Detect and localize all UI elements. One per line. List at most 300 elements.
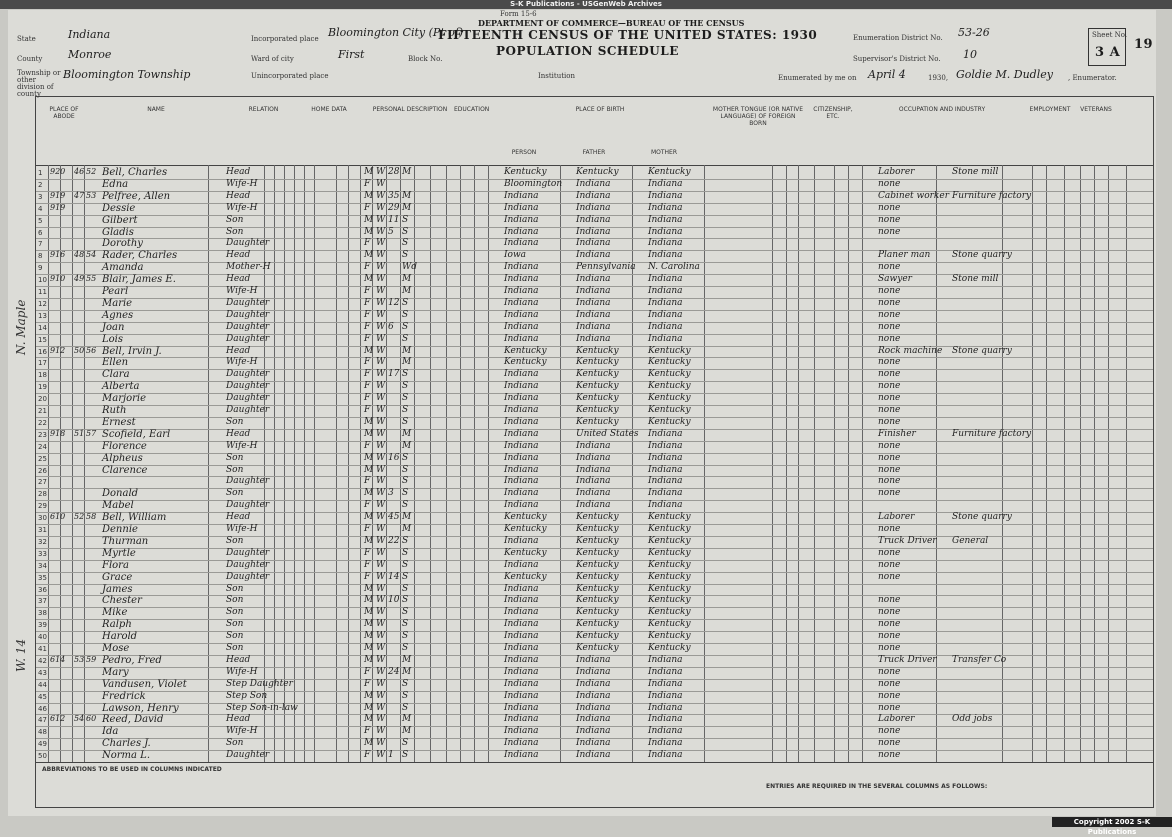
cell-ms: M bbox=[402, 440, 412, 451]
cell-sex: M bbox=[364, 595, 374, 606]
cell-bp: Bloomington bbox=[504, 178, 563, 189]
cell-name: Edna bbox=[102, 178, 129, 190]
cell-race: W bbox=[376, 750, 386, 761]
column-divider bbox=[386, 165, 387, 762]
cell-age: 24 bbox=[388, 666, 400, 677]
cell-sex: F bbox=[364, 309, 371, 320]
row-number: 48 bbox=[38, 728, 47, 737]
cell-sex: F bbox=[364, 726, 371, 737]
cell-ms: S bbox=[402, 393, 409, 404]
cell-mb: Indiana bbox=[648, 178, 683, 189]
cell-age: 29 bbox=[388, 202, 400, 213]
row-number: 47 bbox=[38, 716, 47, 725]
instructions-footer bbox=[35, 762, 1154, 808]
cell-name: Ida bbox=[102, 726, 119, 738]
cell-name: Bell, Charles bbox=[102, 167, 168, 178]
state-value: Indiana bbox=[68, 28, 111, 41]
cell-bp: Indiana bbox=[504, 286, 539, 296]
cell-name: Rader, Charles bbox=[102, 250, 178, 262]
cell-mb: Kentucky bbox=[648, 547, 691, 558]
row-number: 41 bbox=[38, 645, 47, 653]
cell-fb: Indiana bbox=[576, 488, 611, 499]
cell-sex: F bbox=[364, 381, 371, 392]
cell-rel: Daughter bbox=[226, 559, 270, 570]
cell-race: W bbox=[376, 214, 386, 225]
cell-age: 5 bbox=[388, 226, 394, 237]
cell-mb: Indiana bbox=[648, 428, 683, 439]
cell-race: W bbox=[376, 297, 386, 308]
cell-ind: General bbox=[952, 535, 989, 546]
cell-bp: Indiana bbox=[504, 690, 539, 701]
column-divider bbox=[1126, 165, 1127, 762]
cell-ms: M bbox=[402, 274, 412, 285]
cell-bp: Indiana bbox=[504, 369, 539, 380]
cell-fb: Indiana bbox=[576, 309, 611, 320]
cell-rel: Head bbox=[226, 345, 251, 356]
cell-name: Myrtle bbox=[102, 547, 136, 559]
township-label: Township or other division of county bbox=[17, 69, 61, 98]
column-divider bbox=[430, 165, 431, 762]
cell-fb: Kentucky bbox=[576, 512, 619, 523]
cell-fb: Indiana bbox=[576, 226, 611, 237]
row-number: 23 bbox=[38, 430, 47, 439]
cell-race: W bbox=[376, 607, 386, 618]
cell-name: Thurman bbox=[102, 535, 149, 547]
cell-name: Charles J. bbox=[102, 738, 151, 750]
header-name: NAME bbox=[147, 106, 165, 113]
cell-name: Mike bbox=[102, 607, 128, 619]
cell-race: W bbox=[376, 726, 386, 737]
row-number: 25 bbox=[38, 454, 47, 463]
header-birth-person: PERSON bbox=[511, 149, 537, 156]
cell-race: W bbox=[376, 416, 386, 427]
row-number: 32 bbox=[38, 537, 47, 546]
cell-sex: M bbox=[364, 738, 374, 749]
cell-race: W bbox=[376, 452, 386, 463]
cell-bp: Indiana bbox=[504, 583, 539, 594]
cell-ms: S bbox=[402, 559, 409, 570]
header-occupation: OCCUPATION AND INDUSTRY bbox=[898, 106, 986, 113]
cell-name: Ralph bbox=[102, 619, 132, 631]
cell-mb: Indiana bbox=[648, 452, 683, 463]
township-value: Bloomington Township bbox=[63, 68, 191, 81]
cell-sex: M bbox=[364, 690, 374, 701]
cell-occ: none bbox=[878, 547, 901, 558]
column-divider bbox=[834, 165, 835, 762]
header-relation: RELATION bbox=[248, 106, 279, 113]
cell-name: Blair, James E. bbox=[102, 274, 176, 286]
cell-house: 919 bbox=[50, 190, 66, 200]
cell-fb: Kentucky bbox=[576, 535, 619, 546]
cell-ind: Odd jobs bbox=[952, 714, 993, 725]
cell-mb: Indiana bbox=[648, 297, 683, 308]
cell-occ: none bbox=[878, 393, 901, 404]
cell-sex: M bbox=[364, 488, 374, 499]
column-divider bbox=[446, 165, 447, 762]
cell-ms: S bbox=[402, 452, 409, 463]
cell-ind: Stone mill bbox=[952, 167, 999, 177]
cell-rel: Daughter bbox=[226, 405, 270, 415]
incorporated-place-label: Incorporated place bbox=[251, 35, 319, 43]
cell-race: W bbox=[376, 440, 386, 451]
cell-occ: none bbox=[878, 333, 901, 344]
cell-name: Clara bbox=[102, 369, 130, 381]
cell-occ: Planer man bbox=[878, 250, 931, 261]
cell-name: Marie bbox=[102, 297, 133, 309]
cell-race: W bbox=[376, 405, 386, 415]
cell-occ: none bbox=[878, 631, 901, 642]
cell-occ: none bbox=[878, 202, 901, 213]
cell-rel: Son bbox=[226, 416, 244, 427]
cell-age: 12 bbox=[388, 297, 400, 308]
cell-rel: Son bbox=[226, 583, 244, 594]
cell-race: W bbox=[376, 631, 386, 642]
cell-sex: F bbox=[364, 262, 371, 273]
row-number: 12 bbox=[38, 299, 47, 308]
cell-rel: Son bbox=[226, 643, 244, 653]
column-divider bbox=[474, 165, 475, 762]
cell-occ: none bbox=[878, 464, 901, 475]
cell-name: Ellen bbox=[102, 357, 129, 369]
cell-ms: S bbox=[402, 535, 409, 546]
cell-ms: S bbox=[402, 678, 409, 689]
column-divider bbox=[264, 165, 265, 762]
year-label: 1930, bbox=[928, 74, 949, 82]
schedule-title: POPULATION SCHEDULE bbox=[496, 44, 679, 58]
cell-ms: S bbox=[402, 381, 409, 392]
cell-fam: 58 bbox=[86, 512, 97, 522]
column-divider bbox=[1108, 165, 1109, 762]
cell-bp: Indiana bbox=[504, 464, 539, 475]
cell-ind: Furniture factory bbox=[952, 428, 1032, 439]
cell-sex: M bbox=[364, 250, 374, 261]
cell-mb: Kentucky bbox=[648, 559, 691, 570]
cell-fb: Kentucky bbox=[576, 595, 619, 606]
row-number: 26 bbox=[38, 466, 47, 475]
cell-sex: M bbox=[364, 428, 374, 439]
row-number: 36 bbox=[38, 585, 47, 594]
cell-fb: Indiana bbox=[576, 202, 611, 213]
cell-mb: Indiana bbox=[648, 226, 683, 237]
cell-occ: none bbox=[878, 524, 901, 534]
cell-fb: Kentucky bbox=[576, 547, 619, 558]
cell-bp: Indiana bbox=[504, 476, 539, 487]
cell-fb: Kentucky bbox=[576, 416, 619, 427]
cell-ms: M bbox=[402, 714, 412, 725]
cell-fb: Indiana bbox=[576, 464, 611, 475]
cell-ms: M bbox=[402, 726, 412, 737]
cell-name: Dennie bbox=[102, 524, 138, 535]
cell-ms: S bbox=[402, 226, 409, 237]
cell-race: W bbox=[376, 226, 386, 237]
cell-fb: Indiana bbox=[576, 321, 611, 332]
entries-heading: ENTRIES ARE REQUIRED IN THE SEVERAL COLUMNS AS FOLLOWS: bbox=[766, 783, 988, 790]
cell-bp: Indiana bbox=[504, 595, 539, 606]
cell-age: 17 bbox=[388, 369, 400, 380]
cell-ms: S bbox=[402, 750, 409, 761]
cell-bp: Indiana bbox=[504, 488, 539, 499]
cell-race: W bbox=[376, 202, 386, 213]
cell-name: Mary bbox=[102, 666, 129, 678]
header-birth-mother: MOTHER bbox=[650, 149, 678, 156]
cell-house: 612 bbox=[50, 714, 66, 724]
cell-dw: 53 bbox=[74, 654, 85, 664]
cell-sex: M bbox=[364, 607, 374, 618]
cell-ms: M bbox=[402, 524, 412, 534]
cell-ms: S bbox=[402, 464, 409, 475]
cell-race: W bbox=[376, 178, 386, 189]
cell-sex: F bbox=[364, 333, 371, 344]
cell-sex: F bbox=[364, 357, 371, 368]
cell-occ: none bbox=[878, 286, 901, 296]
sheet-number: 3 A bbox=[1095, 45, 1121, 60]
cell-occ: none bbox=[878, 440, 901, 451]
cell-race: W bbox=[376, 262, 386, 273]
sheet-number-label: Sheet No. bbox=[1092, 31, 1128, 39]
cell-dw: 51 bbox=[74, 428, 85, 438]
cell-mb: Kentucky bbox=[648, 345, 691, 356]
cell-fb: Indiana bbox=[576, 297, 611, 308]
row-number: 46 bbox=[38, 704, 47, 713]
cell-bp: Indiana bbox=[504, 214, 539, 225]
cell-bp: Indiana bbox=[504, 726, 539, 737]
cell-mb: Kentucky bbox=[648, 595, 691, 606]
cell-age: 22 bbox=[388, 535, 400, 546]
cell-rel: Head bbox=[226, 250, 251, 261]
cell-rel: Head bbox=[226, 167, 251, 177]
cell-fb: Indiana bbox=[576, 333, 611, 344]
cell-ind: Transfer Co bbox=[952, 654, 1007, 665]
cell-ms: S bbox=[402, 643, 409, 653]
cell-name: Donald bbox=[102, 488, 139, 500]
cell-ind: Stone quarry bbox=[952, 250, 1012, 261]
cell-sex: M bbox=[364, 535, 374, 546]
cell-dw: 54 bbox=[74, 714, 85, 724]
cell-sex: M bbox=[364, 631, 374, 642]
cell-ms: S bbox=[402, 214, 409, 225]
cell-mb: Kentucky bbox=[648, 393, 691, 404]
cell-mb: Indiana bbox=[648, 666, 683, 677]
cell-race: W bbox=[376, 702, 386, 713]
cell-fam: 55 bbox=[86, 274, 97, 284]
cell-bp: Indiana bbox=[504, 393, 539, 404]
cell-race: W bbox=[376, 476, 386, 487]
column-divider bbox=[294, 165, 295, 762]
cell-mb: Kentucky bbox=[648, 631, 691, 642]
cell-ms: S bbox=[402, 309, 409, 320]
row-number: 15 bbox=[38, 335, 47, 344]
column-divider bbox=[786, 165, 787, 762]
cell-fb: Indiana bbox=[576, 476, 611, 487]
column-divider bbox=[284, 165, 285, 762]
enumerator-suffix: , Enumerator. bbox=[1068, 74, 1117, 82]
row-number: 24 bbox=[38, 442, 47, 451]
cell-rel: Son bbox=[226, 535, 244, 546]
cell-fb: Kentucky bbox=[576, 381, 619, 392]
cell-mb: Indiana bbox=[648, 333, 683, 344]
cell-rel: Wife-H bbox=[226, 286, 258, 296]
cell-mb: Kentucky bbox=[648, 512, 691, 523]
cell-rel: Step Daughter bbox=[226, 678, 293, 689]
cell-rel: Daughter bbox=[226, 750, 270, 761]
cell-sex: M bbox=[364, 345, 374, 356]
cell-mb: Kentucky bbox=[648, 369, 691, 380]
cell-occ: none bbox=[878, 309, 901, 320]
cell-mb: Indiana bbox=[648, 702, 683, 713]
cell-sex: F bbox=[364, 476, 371, 487]
cell-ind: Stone mill bbox=[952, 274, 999, 285]
row-number: 27 bbox=[38, 478, 47, 487]
header-home-data: HOME DATA bbox=[311, 106, 347, 113]
column-divider bbox=[798, 165, 799, 762]
cell-bp: Kentucky bbox=[504, 345, 547, 356]
row-number: 18 bbox=[38, 371, 47, 380]
header-education: EDUCATION bbox=[454, 106, 490, 113]
cell-race: W bbox=[376, 583, 386, 594]
cell-age: 35 bbox=[388, 190, 400, 201]
cell-fb: Indiana bbox=[576, 214, 611, 225]
cell-bp: Indiana bbox=[504, 190, 539, 201]
cell-rel: Daughter bbox=[226, 333, 270, 344]
cell-rel: Wife-H bbox=[226, 666, 258, 677]
row-number: 42 bbox=[38, 656, 47, 665]
cell-name: Dessie bbox=[102, 202, 136, 214]
cell-sex: F bbox=[364, 547, 371, 558]
cell-rel: Head bbox=[226, 654, 251, 665]
cell-ms: M bbox=[402, 428, 412, 439]
cell-fb: Kentucky bbox=[576, 369, 619, 380]
cell-mb: Indiana bbox=[648, 654, 683, 665]
ward-value: First bbox=[338, 48, 365, 61]
cell-bp: Indiana bbox=[504, 405, 539, 415]
copyright-footer: Copyright 2002 S-K Publications bbox=[1052, 817, 1172, 827]
cell-rel: Daughter bbox=[226, 381, 270, 392]
cell-occ: Laborer bbox=[878, 714, 915, 725]
cell-occ: Laborer bbox=[878, 167, 915, 177]
cell-race: W bbox=[376, 274, 386, 285]
row-number: 8 bbox=[38, 252, 43, 261]
cell-occ: Sawyer bbox=[878, 274, 912, 285]
cell-name: Amanda bbox=[102, 262, 144, 274]
cell-mb: Indiana bbox=[648, 274, 683, 285]
row-number: 39 bbox=[38, 621, 47, 630]
cell-bp: Indiana bbox=[504, 500, 539, 511]
cell-dw: 47 bbox=[74, 190, 85, 200]
cell-name: Fredrick bbox=[102, 690, 146, 702]
cell-mb: Kentucky bbox=[648, 619, 691, 630]
cell-rel: Daughter bbox=[226, 476, 270, 487]
cell-dw: 46 bbox=[74, 167, 85, 176]
column-divider bbox=[1046, 165, 1047, 762]
cell-mb: Kentucky bbox=[648, 643, 691, 653]
column-divider bbox=[72, 165, 73, 762]
column-divider bbox=[274, 165, 275, 762]
cell-sex: F bbox=[364, 750, 371, 761]
cell-bp: Indiana bbox=[504, 381, 539, 392]
cell-ms: S bbox=[402, 250, 409, 261]
cell-sex: F bbox=[364, 202, 371, 213]
row-number: 2 bbox=[38, 180, 43, 189]
cell-age: 45 bbox=[388, 512, 400, 523]
cell-mb: Indiana bbox=[648, 750, 683, 761]
cell-fb: Indiana bbox=[576, 666, 611, 677]
cell-age: 14 bbox=[388, 571, 400, 582]
incorporated-place-value: Bloomington City (Pt of) bbox=[328, 26, 464, 39]
cell-sex: M bbox=[364, 452, 374, 463]
cell-mb: Indiana bbox=[648, 440, 683, 451]
department-heading: DEPARTMENT OF COMMERCE—BUREAU OF THE CENSUS bbox=[478, 18, 745, 28]
cell-fam: 60 bbox=[86, 714, 97, 724]
cell-sex: M bbox=[364, 167, 374, 177]
cell-fb: Kentucky bbox=[576, 559, 619, 570]
cell-house: 610 bbox=[50, 512, 66, 522]
cell-sex: F bbox=[364, 238, 371, 249]
cell-house: 916 bbox=[50, 250, 66, 260]
cell-occ: none bbox=[878, 678, 901, 689]
cell-bp: Indiana bbox=[504, 274, 539, 285]
cell-sex: F bbox=[364, 440, 371, 451]
column-divider bbox=[48, 165, 49, 762]
cell-bp: Kentucky bbox=[504, 357, 547, 368]
cell-ms: S bbox=[402, 607, 409, 618]
cell-mb: Indiana bbox=[648, 500, 683, 511]
sheet-number-box bbox=[1088, 28, 1126, 66]
column-divider bbox=[848, 165, 849, 762]
cell-fam: 52 bbox=[86, 167, 97, 176]
cell-mb: Indiana bbox=[648, 202, 683, 213]
cell-sex: M bbox=[364, 512, 374, 523]
cell-bp: Indiana bbox=[504, 309, 539, 320]
column-divider bbox=[1094, 165, 1095, 762]
cell-name: Agnes bbox=[102, 309, 134, 321]
cell-ms: S bbox=[402, 631, 409, 642]
cell-sex: F bbox=[364, 524, 371, 534]
cell-occ: none bbox=[878, 726, 901, 737]
cell-sex: M bbox=[364, 464, 374, 475]
cell-occ: none bbox=[878, 690, 901, 701]
cell-dw: 52 bbox=[74, 512, 85, 522]
cell-occ: Truck Driver bbox=[878, 535, 937, 546]
table-header bbox=[36, 97, 1153, 166]
cell-name: Mose bbox=[102, 643, 130, 654]
cell-bp: Indiana bbox=[504, 535, 539, 546]
cell-occ: none bbox=[878, 666, 901, 677]
cell-rel: Wife-H bbox=[226, 178, 258, 189]
cell-race: W bbox=[376, 190, 386, 201]
cell-occ: none bbox=[878, 607, 901, 618]
cell-ms: S bbox=[402, 405, 409, 415]
cell-fb: Indiana bbox=[576, 678, 611, 689]
row-number: 14 bbox=[38, 323, 47, 332]
header-birth-father: FATHER bbox=[582, 149, 606, 156]
cell-bp: Indiana bbox=[504, 452, 539, 463]
row-number: 31 bbox=[38, 526, 47, 534]
cell-ms: S bbox=[402, 476, 409, 487]
header-veterans: VETERANS bbox=[1080, 106, 1112, 113]
cell-dw: 50 bbox=[74, 345, 85, 355]
cell-fb: Indiana bbox=[576, 178, 611, 189]
cell-occ: Finisher bbox=[878, 428, 916, 439]
cell-occ: Laborer bbox=[878, 512, 915, 523]
cell-name: Bell, Irvin J. bbox=[102, 345, 162, 357]
cell-fb: Indiana bbox=[576, 726, 611, 737]
cell-rel: Wife-H bbox=[226, 202, 258, 213]
cell-name: Alpheus bbox=[102, 452, 143, 464]
cell-bp: Indiana bbox=[504, 559, 539, 570]
cell-occ: none bbox=[878, 738, 901, 749]
row-number: 11 bbox=[38, 288, 47, 296]
state-label: State bbox=[17, 35, 36, 43]
